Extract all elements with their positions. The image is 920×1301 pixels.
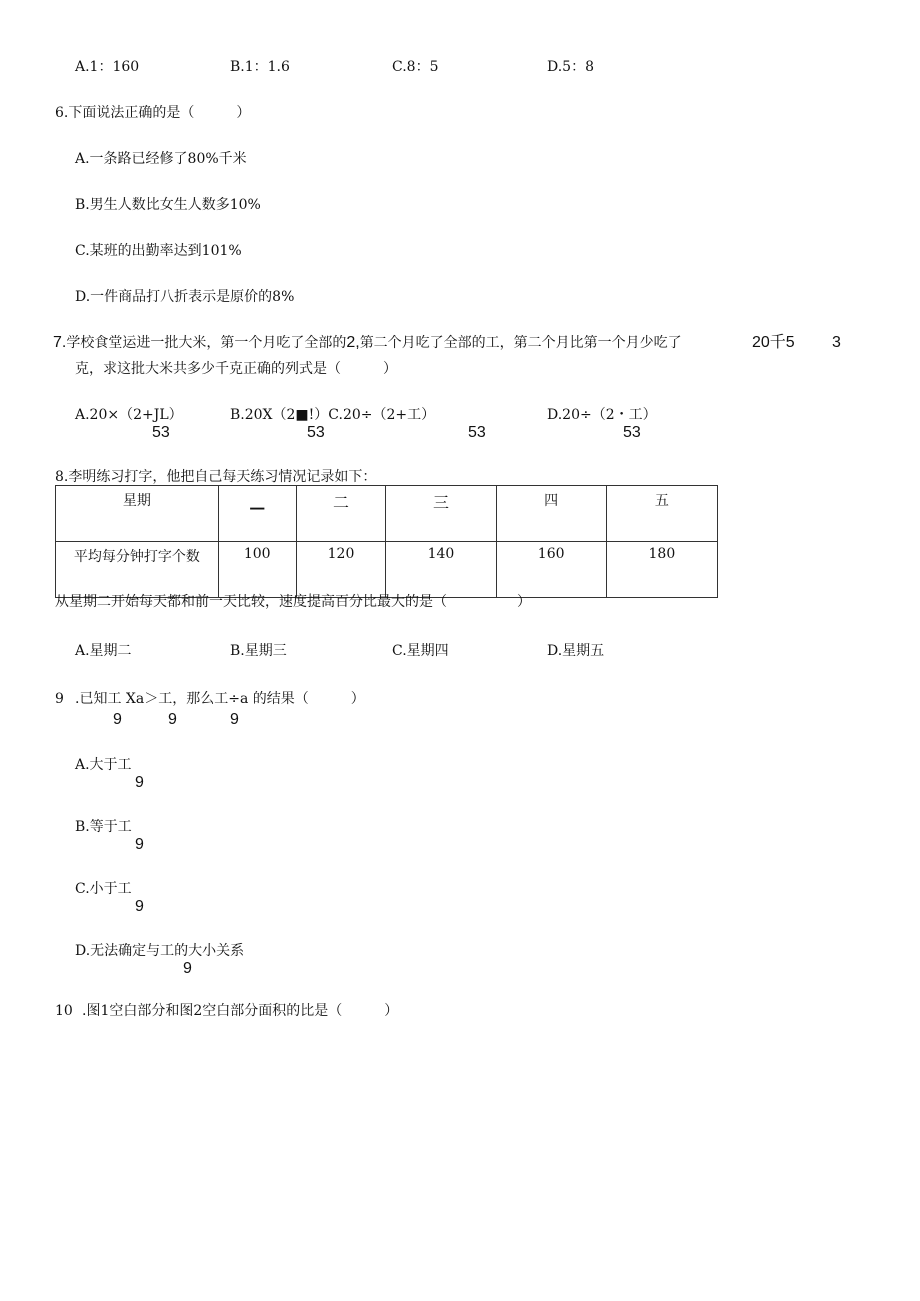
table-header-row [56,486,718,542]
q6-option-a: A.一条路已经修了80%千米 [75,151,247,167]
q7-text-b: 第二个月吃了全部的工，第二个月比第一个月少吃了 [359,335,682,351]
q7-text-a: 学校食堂运进一批大米，第一个月吃了全部的 [66,335,347,351]
q7-value-1: 20千5 [752,334,795,351]
day-wednesday: 三 [432,493,449,512]
q6-option-c: C.某班的出勤率达到101% [75,243,242,259]
q7-fraction-1: 2, [346,334,360,351]
q9-sub-2: 9 [168,711,177,728]
q9-stem: .已知工 Xa＞工，那么工÷a 的结果（ ） [75,691,365,707]
table-header-cell: 五 [606,486,717,542]
q7-sub-b: 53 [307,424,325,441]
table-cell: 180 [606,542,717,598]
table-cell: 100 [218,542,296,598]
q7-option-a: A.20×（2+JL） [75,407,183,423]
typing-record-table [55,485,718,598]
day-tuesday: 二 [333,493,350,512]
q7-value-2: 3 [832,334,841,351]
table-row-label: 平均每分钟打字个数 [56,542,219,598]
q9-option-d: D.无法确定与工的大小关系 [75,943,245,959]
q9-number: 9 [55,691,64,707]
table-row [56,542,718,598]
q9-option-c: C.小于工 [75,881,132,897]
table-header-cell [218,486,296,542]
table-cell: 140 [386,542,496,598]
q10-number: 10 [55,1003,73,1019]
table-header-cell: 四 [496,486,606,542]
q9-option-a-sub: 9 [135,774,144,791]
q9-option-d-sub: 9 [183,960,192,977]
q9-option-c-sub: 9 [135,898,144,915]
q7-option-b-c: B.20X（2■!）C.20÷（2+工） [230,407,436,423]
q8-option-a: A.星期二 [75,643,132,659]
q5-option-d: D.5：8 [547,59,594,75]
table-cell: 160 [496,542,606,598]
q8-stem: 8.李明练习打字，他把自己每天练习情况记录如下： [55,469,377,485]
q7-sub-c: 53 [468,424,486,441]
q6-stem: 6.下面说法正确的是（ ） [55,105,251,121]
q10-stem: .图1空白部分和图2空白部分面积的比是（ ） [82,1003,399,1019]
q7-stem-line1 [53,334,682,352]
q7-sub-d: 53 [623,424,641,441]
q8-option-c: C.星期四 [392,643,449,659]
table-header-cell [386,486,496,542]
q9-option-b-sub: 9 [135,836,144,853]
q8-question: 从星期二开始每天都和前一天比较，速度提高百分比最大的是（ ） [55,594,531,610]
q7-sub-a: 53 [152,424,170,441]
q8-option-b: B.星期三 [230,643,287,659]
q7-number: 7. [53,334,67,351]
q7-option-d: D.20÷（2・工） [547,407,657,423]
day-monday: — [249,498,266,517]
q6-option-b: B.男生人数比女生人数多10% [75,197,261,213]
q9-sub-1: 9 [113,711,122,728]
q5-option-c: C.8：5 [392,59,439,75]
q5-option-a: A.1：160 [75,59,140,75]
q7-stem-line2: 克，求这批大米共多少千克正确的列式是（ ） [75,361,397,377]
q9-option-b: B.等于工 [75,819,132,835]
table-cell: 120 [296,542,386,598]
q9-option-a: A.大于工 [75,757,132,773]
q8-option-d: D.星期五 [547,643,605,659]
table-header-cell [296,486,386,542]
table-header-cell: 星期 [56,486,219,542]
q5-option-b: B.1：1.6 [230,59,290,75]
q6-option-d: D.一件商品打八折表示是原价的8% [75,289,295,305]
q9-sub-3: 9 [230,711,239,728]
